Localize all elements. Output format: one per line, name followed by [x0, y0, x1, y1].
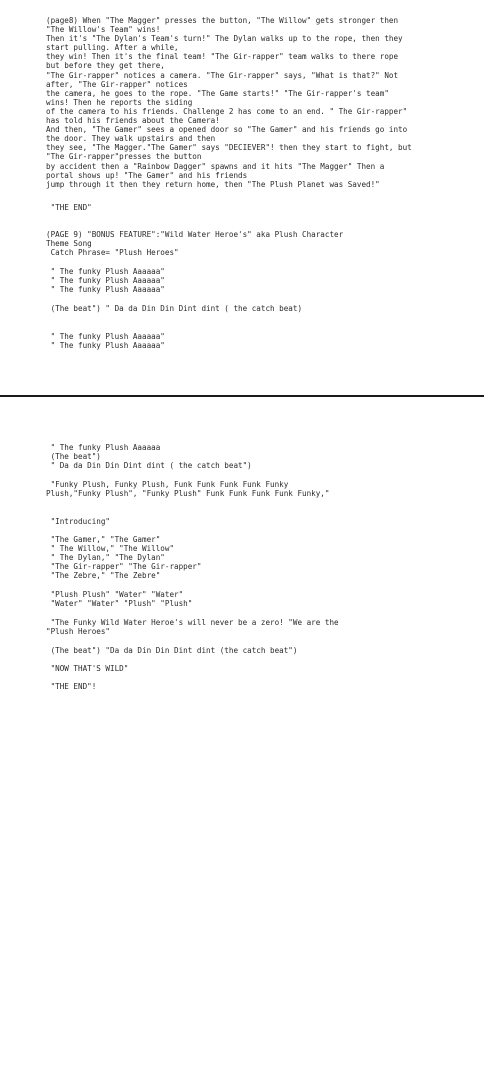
character-names-list	[46, 535, 456, 580]
character-name-line: " The Willow," "The Willow"	[46, 544, 175, 554]
bonus-heading-line: (PAGE 9) "BONUS FEATURE":"Wild Water Heroe's" aka Plush Character	[46, 230, 344, 239]
document-page-bottom	[0, 398, 484, 1080]
character-name-line: "The Zebre," "The Zebre"	[46, 571, 161, 581]
now-thats-wild-text: "NOW THAT'S WILD"	[46, 664, 129, 673]
funky-plush-line: " The funky Plush Aaaaaa"	[46, 267, 165, 276]
bonus-heading-line: Theme Song	[46, 239, 92, 249]
catch-beat-line: (The beat") " Da da Din Din Dint dint ( the catch beat)	[46, 304, 303, 313]
heroes-zero-line: "Plush Heroes"	[46, 627, 111, 637]
story-line: "The Gir-rapper"presses the button	[46, 152, 202, 162]
story-line: by accident then a "Rainbow Dagger" spawns and it hits "The Magger" Then a	[46, 161, 385, 171]
story-line: has told his friends about the Camera!	[46, 116, 220, 126]
introducing-text: "Introducing"	[46, 517, 111, 526]
funky-plush-line: " The funky Plush Aaaaaa"	[46, 276, 165, 286]
funky-chant-line: "Funky Plush, Funky Plush, Funk Funk Funk Funk Funky	[46, 480, 289, 489]
heroes-zero-line: "The Funky Wild Water Heroe's will never be a zero! "We are the	[46, 618, 339, 627]
bonus-heading-line: Catch Phrase= "Plush Heroes"	[46, 248, 179, 258]
character-name-line: "The Gir-rapper" "The Gir-rapper"	[46, 562, 202, 572]
story-line: they win! Then it's the final team! "The Gir-rapper" team walks to there rope	[46, 52, 399, 62]
funky-plush-chant	[46, 480, 456, 498]
song-intro-line: " The funky Plush Aaaaaa	[46, 443, 161, 452]
story-line: portal shows up! "The Gamer" and his friends	[46, 170, 248, 180]
funky-chant-line: Plush,"Funky Plush", "Funky Plush" Funk Funk Funk Funk Funky,"	[46, 489, 330, 499]
plush-water-line: "Water" "Water" "Plush" "Plush"	[46, 599, 193, 609]
the-end-final-text: "THE END"!	[46, 682, 97, 691]
plush-water-chant	[46, 590, 456, 608]
funky-plush-lines-repeat	[46, 332, 456, 350]
story-paragraph	[46, 16, 456, 189]
heroes-zero-lines	[46, 618, 456, 636]
funky-plush-line: " The funky Plush Aaaaaa"	[46, 285, 165, 295]
character-name-line: " The Dylan," "The Dylan"	[46, 553, 165, 563]
catch-beat-line-2: (The beat") "Da da Din Din Dint dint (the catch beat")	[46, 646, 298, 655]
story-line: And then, "The Gamer" sees a opened door so "The Gamer" and his friends go into	[46, 125, 408, 135]
story-line: after, "The Gir-rapper" notices	[46, 79, 188, 89]
story-line: of the camera to his friends. Challenge 2 has come to an end. " The Gir-rapper"	[46, 106, 408, 116]
story-line: "The Willow's Team" wins!	[46, 25, 161, 35]
story-line: jump through it then they return home, then "The Plush Planet was Saved!"	[46, 179, 380, 189]
story-line: the door. They walk upstairs and then	[46, 134, 216, 144]
the-end-text: "THE END"	[46, 203, 92, 212]
song-intro-line: (The beat")	[46, 452, 101, 462]
story-line: they see, "The Magger."The Gamer" says "DECIEVER"! then they start to fight, but	[46, 143, 412, 153]
funky-plush-lines	[46, 267, 456, 294]
song-intro-lines	[46, 443, 456, 470]
story-line: (page8) When "The Magger" presses the button, "The Willow" gets stronger then	[46, 16, 399, 25]
story-line: the camera, he goes to the rope. "The Game starts!" "The Gir-rapper's team"	[46, 88, 389, 98]
story-line: but before they get there,	[46, 61, 165, 71]
story-line: start pulling. After a while,	[46, 43, 179, 53]
funky-plush-repeat-line: " The funky Plush Aaaaaa"	[46, 332, 165, 341]
story-line: Then it's "The Dylan's Team's turn!" The Dylan walks up to the rope, then they	[46, 34, 403, 44]
plush-water-line: "Plush Plush" "Water" "Water"	[46, 590, 184, 599]
page-divider	[0, 395, 484, 397]
funky-plush-repeat-line: " The funky Plush Aaaaaa"	[46, 341, 165, 351]
bonus-feature-heading	[46, 230, 456, 257]
document-page-top	[0, 0, 484, 395]
story-line: wins! Then he reports the siding	[46, 97, 193, 107]
story-line: "The Gir-rapper" notices a camera. "The Gir-rapper" says, "What is that?" Not	[46, 70, 399, 80]
song-intro-line: " Da da Din Din Dint dint ( the catch beat")	[46, 461, 252, 471]
character-name-line: "The Gamer," "The Gamer"	[46, 535, 161, 544]
